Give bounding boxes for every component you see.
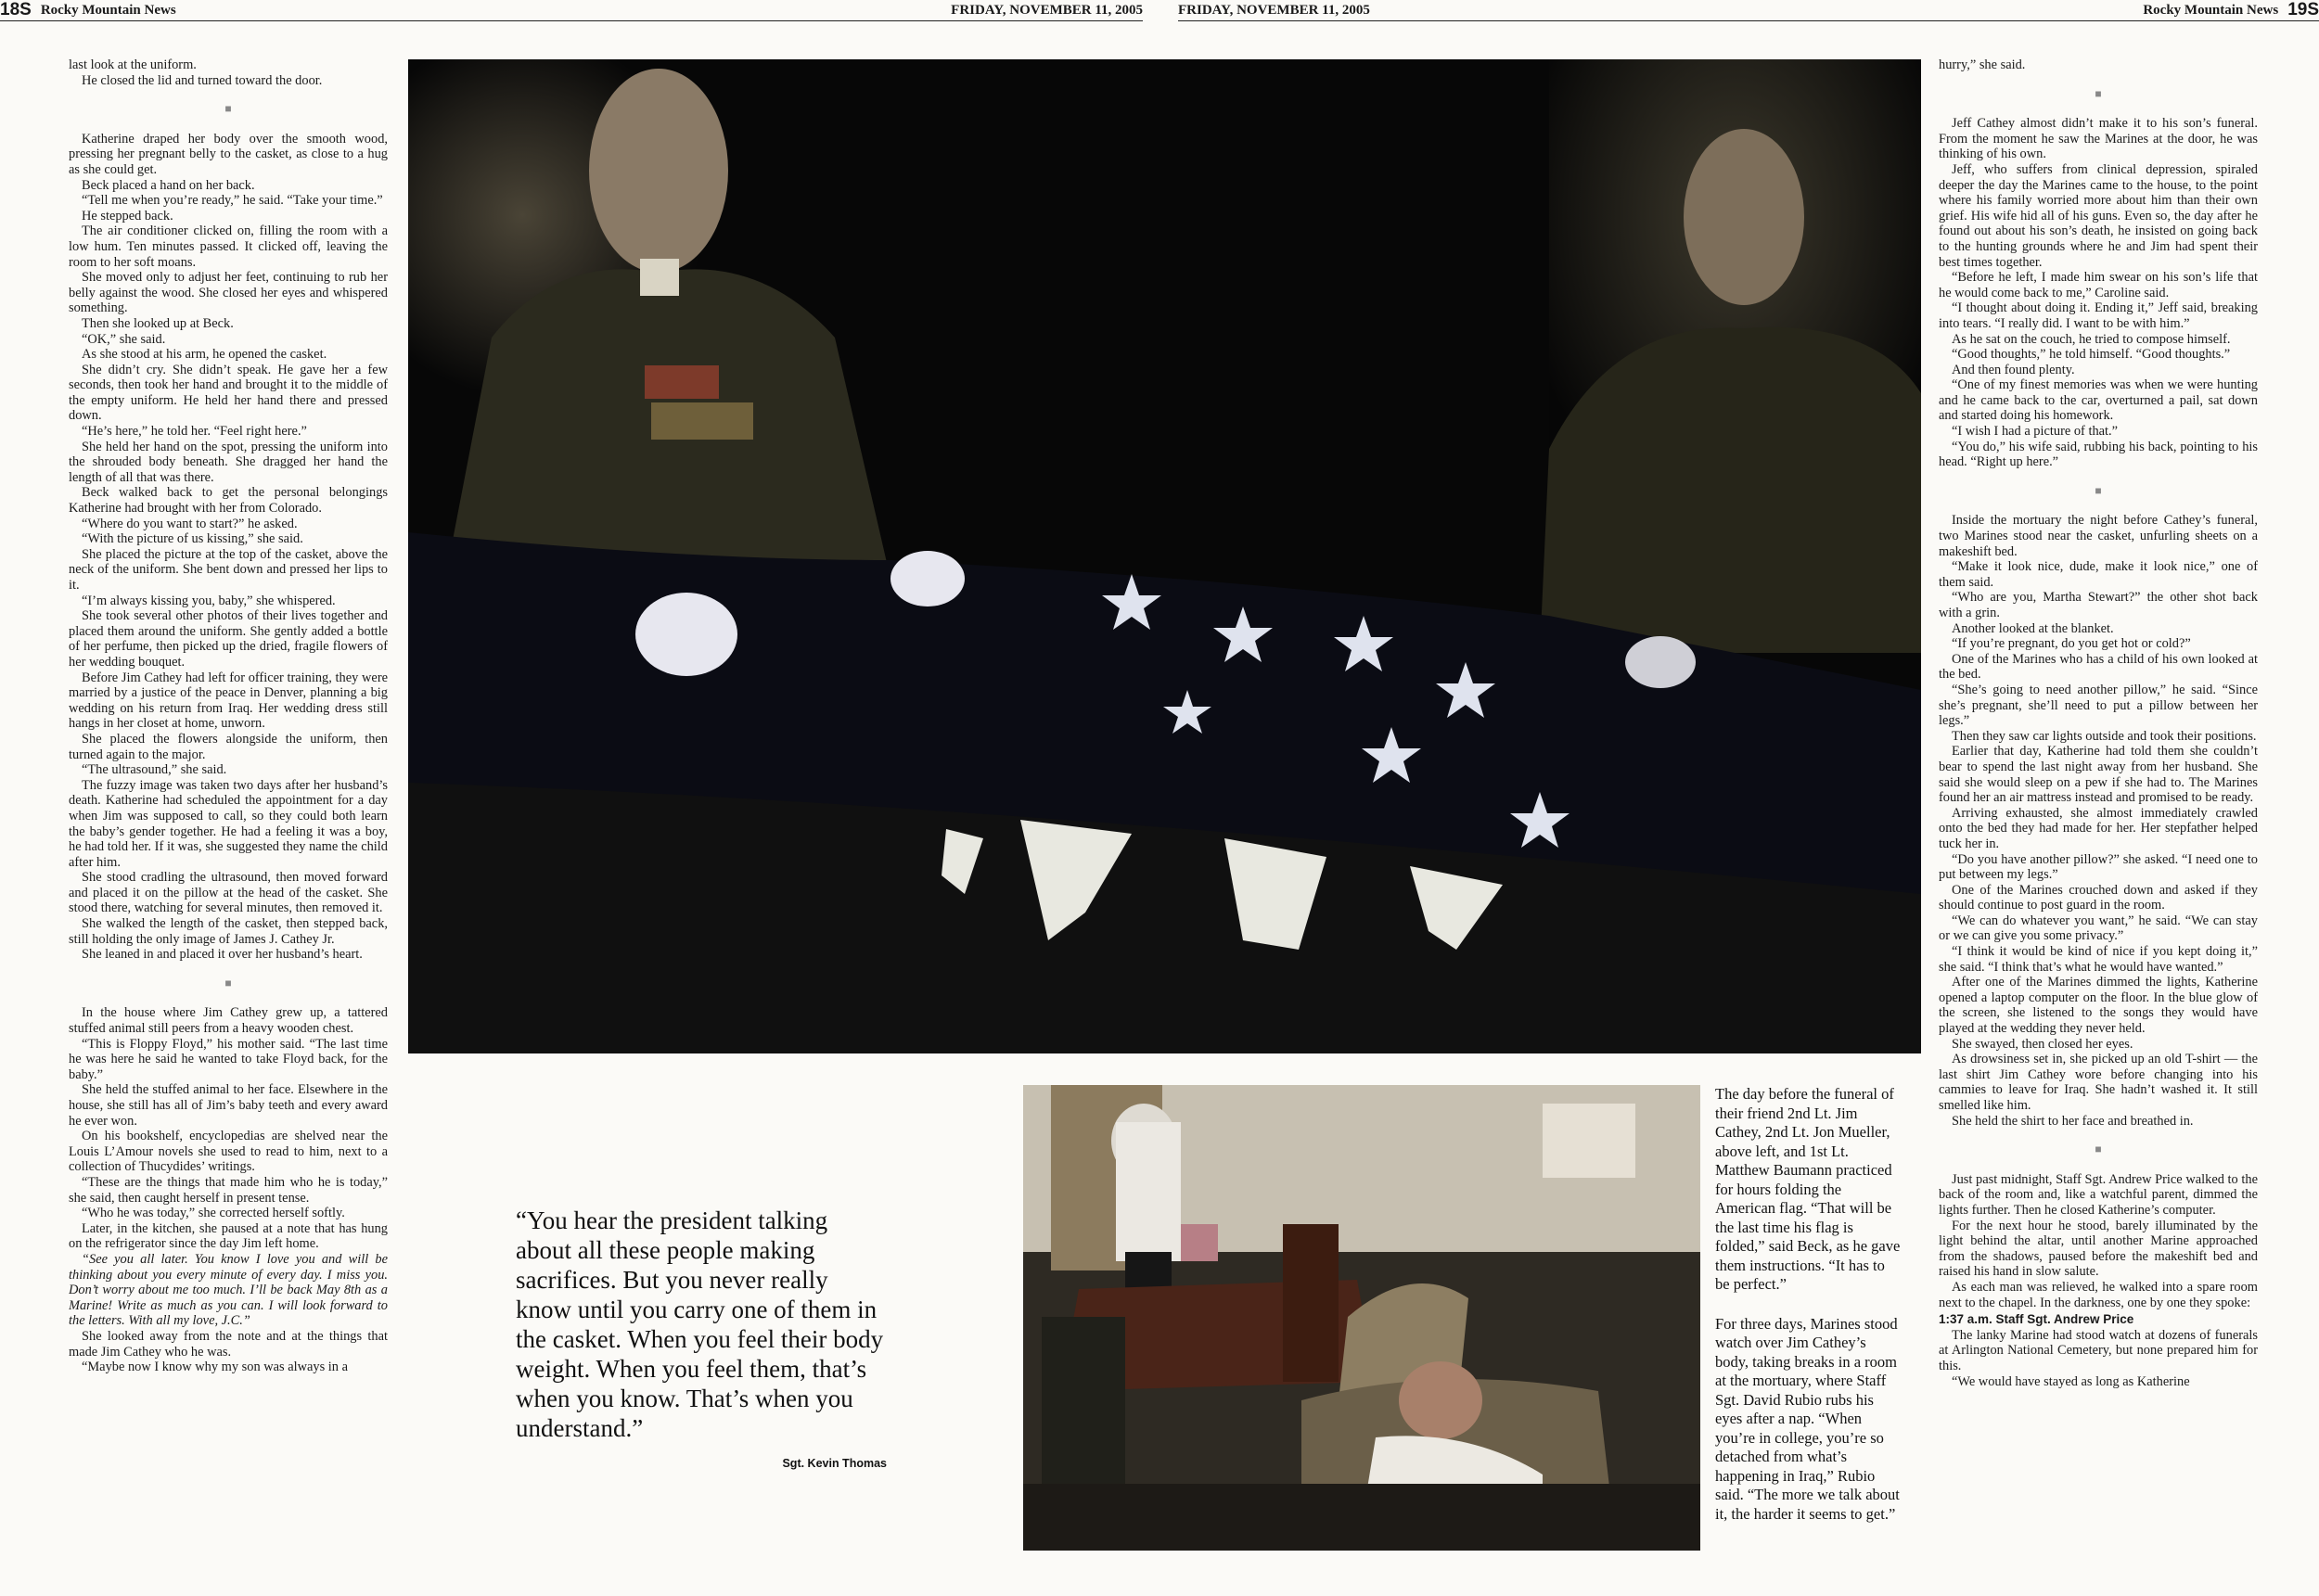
story-paragraph: She didn’t cry. She didn’t speak. He gave her a few seconds, then took her hand and brought it to the middle of the empty uniform. He held her hand there and pressed down. <box>69 362 388 424</box>
photo-caption <box>1715 1085 1901 1544</box>
story-column-right <box>1939 57 2258 1552</box>
story-paragraph: Before Jim Cathey had left for officer training, they were married by a justice of the peace in Denver, planning a big wedding on his return from Iraq. Her wedding dress still hangs in her closet at home, unworn. <box>69 670 388 732</box>
story-paragraph: “With the picture of us kissing,” she said. <box>82 531 303 547</box>
story-paragraph: As he sat on the couch, he tried to compose himself. <box>1952 331 2231 347</box>
story-paragraph: “If you’re pregnant, do you get hot or cold?” <box>1952 636 2191 652</box>
story-paragraph: “She’s going to need another pillow,” he said. “Since she’s pregnant, she’ll need to put a pillow between her legs.” <box>1939 682 2258 729</box>
section-break-ornament: ■ <box>224 102 232 116</box>
header-right <box>1178 0 2319 21</box>
story-paragraph: “Maybe now I know why my son was always in a <box>82 1360 348 1375</box>
story-paragraph: As each man was relieved, he walked into a spare room next to the chapel. In the darkness, one by one they spoke: <box>1939 1279 2258 1310</box>
story-paragraph: She moved only to adjust her feet, continuing to rub her belly against the wood. She closed her eyes and whispered something. <box>69 270 388 316</box>
story-paragraph: “He’s here,” he told her. “Feel right here.” <box>82 424 307 440</box>
story-paragraph: Beck walked back to get the personal belongings Katherine had brought with her from Colorado. <box>69 485 388 517</box>
story-paragraph: Earlier that day, Katherine had told them she couldn’t bear to spend the last night away from her husband. She said she would sleep on a pew if she had to. The Marines found her an air mattress instead and promised to be ready. <box>1939 744 2258 806</box>
story-paragraph: “These are the things that made him who he is today,” she said, then caught herself in present tense. <box>69 1174 388 1206</box>
story-paragraph: Jeff, who suffers from clinical depression, spiraled deeper the day the Marines came to the house, to the point where his family worried more about him than their own grief. His wife hid all of his guns. Even so, the day after he found out about his son’s death, he insisted on going back to the hunting grounds where he and Jim had spent their best times together. <box>1939 161 2258 270</box>
story-paragraph: Later, in the kitchen, she paused at a note that has hung on the refrigerator since the day Jim left home. <box>69 1220 388 1252</box>
story-paragraph: Just past midnight, Staff Sgt. Andrew Price walked to the back of the room and, like a watchful parent, dimmed the lights further. Then he closed Katherine’s computer. <box>1939 1171 2258 1218</box>
story-paragraph: Beck placed a hand on her back. <box>82 177 255 193</box>
story-paragraph: One of the Marines who has a child of his own looked at the bed. <box>1939 651 2258 683</box>
caption-paragraph-2: For three days, Marines stood watch over Jim Cathey’s body, taking breaks in a room at the mortuary, where Staff Sgt. David Rubio rubs his eyes after a nap. “When you’re in college, you’re so detached from what’s happening in Iraq,” Rubio said. “The more we talk about it, the harder it seems to get.” <box>1715 1314 1900 1523</box>
story-paragraph: The lanky Marine had stood watch at dozens of funerals at Arlington National Cemetery, but none prepared him for this. <box>1939 1327 2258 1373</box>
caption-paragraph-1: The day before the funeral of their friend 2nd Lt. Jim Cathey, 2nd Lt. Jon Mueller, above left, and 1st Lt. Matthew Baumann practiced for hours folding the American flag. “That will be the last time his flag is folded,” said Beck, as he gave them instructions. “It has to be perfect.” <box>1715 1085 1901 1293</box>
story-paragraph: For the next hour he stood, barely illuminated by the light behind the altar, until another Marine approached from the shadows, paused before the makeshift bed and raised his hand in slow salute. <box>1939 1218 2258 1280</box>
story-paragraph: As she stood at his arm, he opened the casket. <box>82 347 327 363</box>
story-paragraph: She leaned in and placed it over her husband’s heart. <box>82 947 363 963</box>
pull-quote-attribution: Sgt. Kevin Thomas <box>782 1457 887 1470</box>
story-paragraph: “We can do whatever you want,” he said. “We can stay or we can give you some privacy.” <box>1939 913 2258 944</box>
story-paragraph: “I’m always kissing you, baby,” she whispered. <box>82 593 336 608</box>
pull-quote <box>516 1206 887 1478</box>
story-paragraph: She stood cradling the ultrasound, then moved forward and placed it on the pillow at the head of the casket. She stood there, watching for several minutes, then removed it. <box>69 870 388 916</box>
section-break-ornament: ■ <box>2095 483 2102 497</box>
story-paragraph: “This is Floppy Floyd,” his mother said. “The last time he was here he said he wanted to take Floyd back, for the baby.” <box>69 1036 388 1082</box>
story-paragraph: She looked away from the note and at the things that made Jim Cathey who he was. <box>69 1328 388 1360</box>
story-paragraph: He stepped back. <box>82 208 173 223</box>
story-paragraph: She placed the flowers alongside the uniform, then turned again to the major. <box>69 731 388 762</box>
main-photo-graphic <box>408 59 1921 1053</box>
story-column-left <box>69 57 388 1552</box>
story-paragraph: “OK,” she said. <box>82 331 166 347</box>
secondary-photo-graphic <box>1023 1085 1700 1551</box>
story-paragraph: “Where do you want to start?” he asked. <box>82 516 298 531</box>
story-paragraph: In the house where Jim Cathey grew up, a tattered stuffed animal still peers from a heavy wooden chest. <box>69 1005 388 1037</box>
story-paragraph: “I wish I had a picture of that.” <box>1952 424 2119 440</box>
main-photo-marines-folding-flag <box>408 59 1921 1053</box>
story-paragraph: hurry,” she said. <box>1939 57 2026 72</box>
story-paragraph: And then found plenty. <box>1952 362 2075 377</box>
story-paragraph: “See you all later. You know I love you and will be thinking about you every minute of every day. I miss you. Don’t worry about me too much. I’ll be back May 8th as a Marine! Write as much as you can. I will look forward to the letters. With all my love, J.C.” <box>69 1251 388 1329</box>
story-paragraph: “Before he left, I made him swear on his son’s life that he would come back to me,” Caroline said. <box>1939 270 2258 300</box>
section-break-ornament: ■ <box>2095 86 2102 100</box>
section-break-ornament: ■ <box>2095 1143 2102 1156</box>
story-paragraph: The fuzzy image was taken two days after her husband’s death. Katherine had scheduled the appointment for a day when Jim was supposed to call, so they could both learn the baby’s gender together. He had a feeling it was a boy, he had told her. If it was, she suggested they name the child after him. <box>69 777 388 870</box>
story-paragraph: One of the Marines crouched down and asked if they should continue to post guard in the room. <box>1939 882 2258 913</box>
story-paragraph: As drowsiness set in, she picked up an old T-shirt — the last shirt Jim Cathey wore before changing into his cammies to leave for Iraq. She hadn’t washed it. It still smelled like him. <box>1939 1052 2258 1113</box>
story-paragraph: She swayed, then closed her eyes. <box>1952 1036 2133 1052</box>
story-paragraph: “Good thoughts,” he told himself. “Good thoughts.” <box>1952 347 2231 363</box>
story-paragraph: Arriving exhausted, she almost immediately crawled onto the bed they had made for her. Her stepfather helped tuck her in. <box>1939 805 2258 851</box>
pull-quote-text: “You hear the president talking about all these people making sacrifices. But you never really know until you carry one of them in the casket. When you feel their body weight. When you feel them, that’s when you know. That’s when you understand.” <box>516 1207 884 1442</box>
date-left: FRIDAY, NOVEMBER 11, 2005 <box>951 2 1143 18</box>
story-paragraph: “I think it would be kind of nice if you kept doing it,” she said. “I think that’s what he would have wanted.” <box>1939 944 2258 975</box>
story-paragraph: “Who he was today,” she corrected herself softly. <box>82 1206 345 1221</box>
page-number-left: 18S <box>0 0 32 19</box>
story-paragraph: Then she looked up at Beck. <box>82 315 234 331</box>
story-paragraph: “I thought about doing it. Ending it,” Jeff said, breaking into tears. “I really did. I want to be with him.” <box>1939 300 2258 331</box>
story-paragraph: She placed the picture at the top of the casket, above the neck of the uniform. She bent down and pressed her lips to it. <box>69 546 388 593</box>
story-paragraph: She held the shirt to her face and breathed in. <box>1952 1113 2194 1129</box>
subhead: 1:37 a.m. Staff Sgt. Andrew Price <box>1939 1312 2134 1327</box>
story-paragraph: She held her hand on the spot, pressing the uniform into the shrouded body beneath. She dragged her hand the length of all that was there. <box>69 439 388 485</box>
story-paragraph: She held the stuffed animal to her face. Elsewhere in the house, she still has all of Jim’s baby teeth and every award he ever won. <box>69 1082 388 1129</box>
story-paragraph: “We would have stayed as long as Katherine <box>1952 1373 2190 1389</box>
header-left <box>0 0 1143 21</box>
story-paragraph: last look at the uniform. <box>69 57 197 72</box>
story-paragraph: “Do you have another pillow?” she asked. “I need one to put between my legs.” <box>1939 851 2258 883</box>
page-number-right: 19S <box>2287 0 2319 19</box>
story-paragraph: On his bookshelf, encyclopedias are shelved near the Louis L’Amour novels she used to read to him, next to a collection of Thucydides’ writings. <box>69 1129 388 1175</box>
story-paragraph: She took several other photos of their lives together and placed them around the uniform. She gently added a bottle of her perfume, then picked up the dried, fragile flowers of her wedding bouquet. <box>69 608 388 670</box>
story-paragraph: “One of my finest memories was when we were hunting and he came back to the car, overturned a pail, sat down and started doing his homework. <box>1939 377 2258 424</box>
story-paragraph: Jeff Cathey almost didn’t make it to his son’s funeral. From the moment he saw the Marines at the door, he was thinking of his own. <box>1939 116 2258 162</box>
story-paragraph: He closed the lid and turned toward the door. <box>82 72 323 88</box>
story-paragraph: Katherine draped her body over the smooth wood, pressing her pregnant belly to the casket, as close to a hug as she could get. <box>69 131 388 177</box>
story-paragraph: Inside the mortuary the night before Cathey’s funeral, two Marines stood near the casket, unfurling sheets on a makeshift bed. <box>1939 513 2258 559</box>
paper-name-left: Rocky Mountain News <box>40 2 176 18</box>
story-paragraph: “Tell me when you’re ready,” he said. “Take your time.” <box>82 193 383 209</box>
story-paragraph: The air conditioner clicked on, filling the room with a low hum. Ten minutes passed. It clicked off, leaving the room to her soft moans. <box>69 223 388 270</box>
story-paragraph: “The ultrasound,” she said. <box>82 762 227 778</box>
story-paragraph: “You do,” his wife said, rubbing his back, pointing to his head. “Right up here.” <box>1939 439 2258 470</box>
date-right: FRIDAY, NOVEMBER 11, 2005 <box>1178 2 1370 18</box>
story-paragraph: Another looked at the blanket. <box>1952 620 2114 636</box>
story-paragraph: “Who are you, Martha Stewart?” the other shot back with a grin. <box>1939 590 2258 620</box>
section-break-ornament: ■ <box>224 976 232 990</box>
paper-name-right: Rocky Mountain News <box>2143 2 2279 18</box>
story-paragraph: Then they saw car lights outside and took their positions. <box>1952 728 2257 744</box>
story-paragraph: After one of the Marines dimmed the lights, Katherine opened a laptop computer on the floor. In the blue glow of the screen, she listened to the songs they would have played at the wedding they never held. <box>1939 975 2258 1037</box>
secondary-photo-marine-resting <box>1023 1085 1700 1551</box>
story-paragraph: “Make it look nice, dude, make it look nice,” one of them said. <box>1939 559 2258 590</box>
story-paragraph: She walked the length of the casket, then stepped back, still holding the only image of James J. Cathey Jr. <box>69 916 388 947</box>
